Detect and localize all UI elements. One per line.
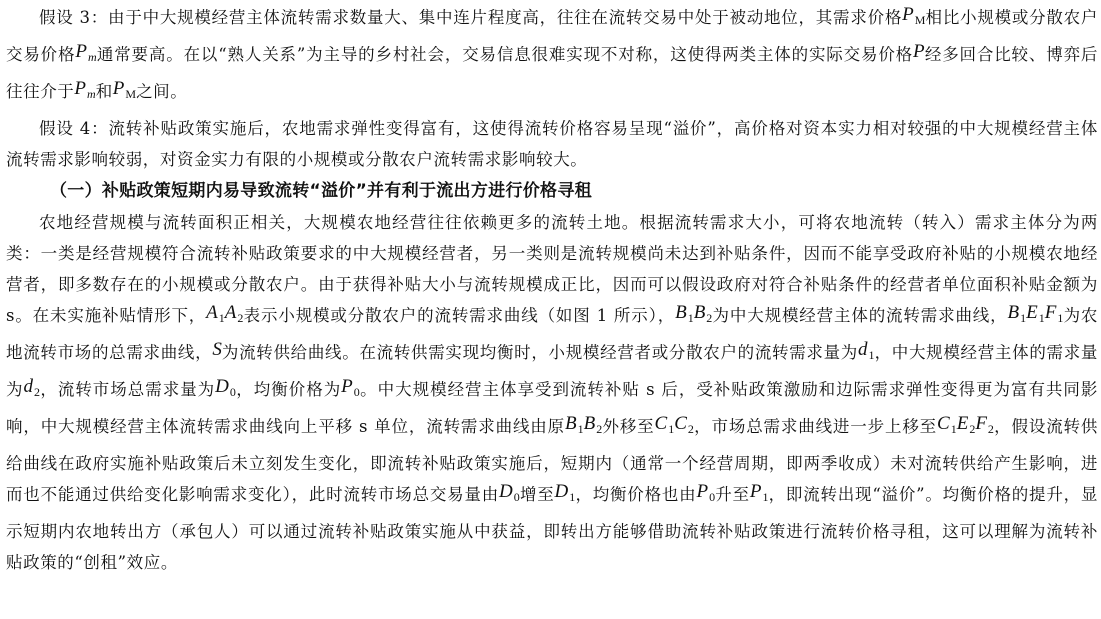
document-page [6, 0, 1098, 578]
text: ，流转市场总需求量为 [39, 380, 216, 399]
math-P0: $P_0$ [696, 481, 716, 504]
text: 。中大规模经营主体享受到流转补贴 s 后，受补贴政策激励和边际需求弹性变得更为富有共同影响，中大规模经营主体流转需求曲线向上平移 s 单位，流转需求曲线由原 [6, 380, 1098, 436]
math-D0: $D_0$ [499, 481, 520, 504]
math-C1C2: $C_1C_2$ [654, 413, 694, 436]
text: ，中大规模经营主体的需求量为 [6, 343, 1098, 399]
text: ，均衡价格为 [235, 380, 342, 399]
math-A1A2: $A_1A_2$ [206, 302, 244, 325]
math-D0: $D_0$ [215, 376, 236, 399]
math-P1: $P_1$ [749, 481, 769, 504]
math-P-M: $P_M$ [902, 4, 926, 27]
text: ，均衡价格也由 [575, 485, 697, 504]
text: 通常要高。在以“熟人关系”为主导的乡村社会，交易信息很难实现不对称，这使得两类主体的实际交易价格 [96, 45, 914, 64]
math-d2: $d_2$ [23, 376, 40, 399]
section-heading: （一）补贴政策短期内易导致流转“溢价”并有利于流出方进行价格寻租 [50, 181, 592, 201]
text: ，即流转出现“溢价”。均衡价格的提升，显示短期内农地转出方（承包人）可以通过流转补贴政策实施从中获益，即转出方能够借助流转补贴政策进行流转价格寻租，这可以理解为流转补贴政策的“创租”效应。 [6, 485, 1099, 572]
math-D1: $D_1$ [554, 481, 576, 504]
text: 为农地流转市场的总需求曲线， [6, 306, 1099, 362]
math-P: P [913, 41, 925, 62]
text: 外移至 [602, 417, 655, 436]
text: 农地经营规模与流转面积正相关，大规模农地经营往往依赖更多的流转土地。根据流转需求大小，可将农地流转（转入）需求主体分为两类：一类是经营规模符合流转补贴政策要求的中大规模经营者，另一类则是流转规模尚未达到补贴条件，因而不能享受政府补贴的小规模农地经营者，即多数存在的小规模或分散农户。由于获得补贴大小与流转规模成正比，因而可以假设政府对符合补贴条件的经营者单位面积补贴金额为 s。在未实施补贴情形下， [6, 213, 1098, 325]
math-P-m: $P_m$ [74, 78, 96, 101]
text: 和 [95, 82, 113, 101]
math-P-m: $P_m$ [75, 41, 97, 64]
math-B1B2: $B_1B_2$ [565, 413, 603, 436]
paragraph-assumption-3 [6, 2, 1098, 113]
text: 表示小规模或分散农户的流转需求曲线（如图 1 所示）， [243, 306, 676, 325]
paragraph-body [6, 207, 1098, 578]
math-B1E1F1: $B_1E_1F_1$ [1007, 302, 1064, 325]
text: ，市场总需求曲线进一步上移至 [693, 417, 938, 436]
math-B1B2: $B_1B_2$ [675, 302, 713, 325]
text: 为中大规模经营主体的流转需求曲线， [712, 306, 1008, 325]
math-P0: $P_0$ [341, 376, 360, 399]
text: 经多回合比较、博弈后往往介于 [6, 45, 1099, 101]
text: 升至 [715, 485, 750, 504]
paragraph-assumption-4: 假设 4：流转补贴政策实施后，农地需求弹性变得富有，这使得流转价格容易呈现“溢价”，高价格对资本实力相对较强的中大规模经营主体流转需求影响较弱，对资金实力有限的小规模或分散农户流转需求影响较大。 [6, 119, 1098, 169]
math-P-M: $P_M$ [112, 78, 137, 101]
text: 为流转供给曲线。在流转供需实现均衡时，小规模经营者或分散农户的流转需求量为 [221, 343, 858, 362]
text: 相比小规模或分散农户交易价格 [6, 8, 1099, 64]
math-C1E2F2: $C_1E_2F_2$ [937, 413, 994, 436]
math-S: S [212, 339, 222, 360]
text: 假设 3：由于中大规模经营主体流转需求数量大、集中连片程度高，往往在流转交易中处于被动地位，其需求价格 [39, 8, 903, 27]
text: 之间。 [136, 82, 188, 101]
text: 增至 [519, 485, 555, 504]
math-d1: $d_1$ [858, 339, 875, 362]
text: ，假设流转供给曲线在政府实施补贴政策后未立刻发生变化，即流转补贴政策实施后，短期内（通常一个经营周期，即两季收成）未对流转供给产生影响，进而也不能通过供给变化影响需求变化），此时流转市场总交易量由 [6, 417, 1099, 504]
